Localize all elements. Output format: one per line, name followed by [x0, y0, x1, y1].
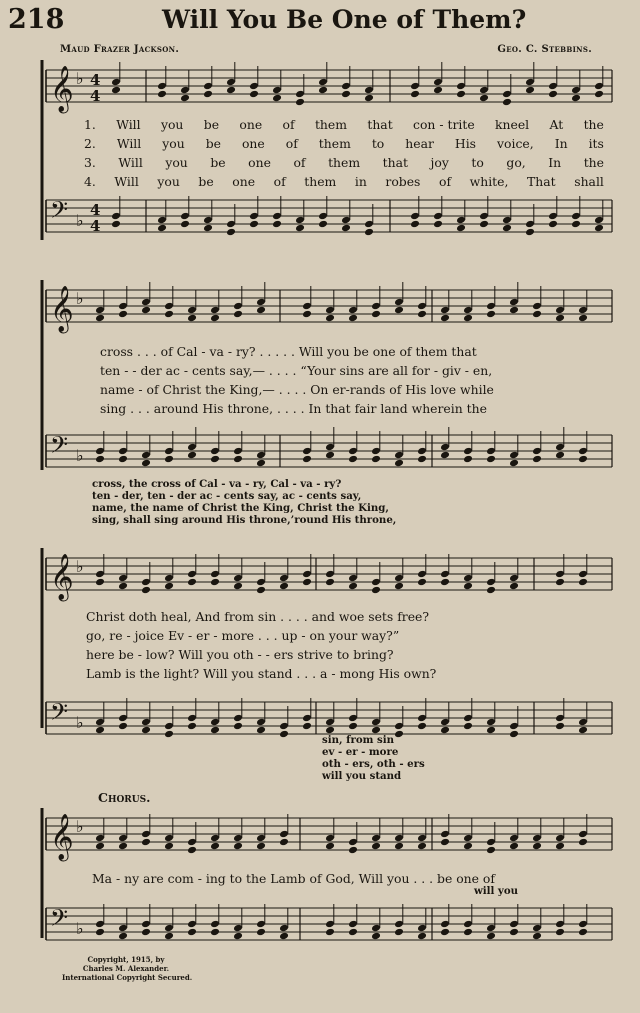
- verse-word: the: [583, 155, 604, 170]
- verse-word: be: [205, 136, 221, 151]
- verse-line: [84, 136, 604, 151]
- verse-word: them: [328, 155, 361, 170]
- treble-staff-system-3: [0, 548, 640, 608]
- bass-staff-system-2: [0, 425, 640, 485]
- svg-text:𝄢: 𝄢: [50, 698, 69, 731]
- verse-word: you: [160, 117, 184, 132]
- verse-line: [84, 155, 604, 170]
- bass-echo-line: ten - der, ten - der ac - cents say, ac - cents say,: [92, 490, 362, 502]
- bass-staff-system-3: [0, 692, 640, 752]
- verse-word: you: [165, 155, 188, 170]
- verse-word: one: [241, 136, 265, 151]
- verse-line: sing . . . around His throne, . . . . In that fair land wherein the: [100, 401, 487, 416]
- svg-text:♭: ♭: [76, 713, 84, 732]
- verse-word: in: [354, 174, 367, 189]
- hymn-title: Will You Be One of Them?: [162, 5, 527, 34]
- verse-number: 2.: [84, 136, 96, 151]
- verse-number: 1.: [84, 117, 96, 132]
- svg-text:𝄢: 𝄢: [50, 904, 69, 937]
- svg-text:𝄢: 𝄢: [50, 431, 69, 464]
- svg-text:♭: ♭: [76, 446, 84, 465]
- svg-text:4: 4: [90, 71, 101, 89]
- verse-word: shall: [574, 174, 604, 189]
- verse-line: ten - - der ac - cents say,— . . . . “Your sins are all for - giv - en,: [100, 363, 493, 378]
- verse-word: Will: [118, 155, 143, 170]
- verse-word: be: [198, 174, 214, 189]
- verse-line: [84, 174, 604, 189]
- bass-echo-line: oth - ers, oth - ers: [322, 758, 425, 770]
- verse-word: of: [439, 174, 452, 189]
- bass-echo-line: sing, shall sing around His throne,’round His throne,: [92, 514, 397, 526]
- chorus-label: Chorus.: [98, 790, 151, 805]
- verse-word: His: [454, 136, 477, 151]
- verse-word: go,: [506, 155, 526, 170]
- verse-line: Christ doth heal, And from sin . . . . and woe sets free?: [86, 609, 430, 624]
- treble-staff-system-2: [0, 280, 640, 340]
- verse-word: robes: [385, 174, 421, 189]
- verse-word: Will: [116, 117, 141, 132]
- verse-word: Will: [116, 136, 142, 151]
- svg-text:♭: ♭: [76, 557, 84, 576]
- bass-echo-line: name, the name of Christ the King, Christ the King,: [92, 502, 389, 514]
- verse-line: here be - low? Will you oth - - ers strive to bring?: [86, 647, 394, 662]
- bass-echo-line: will you: [474, 885, 519, 897]
- verse-number: 3.: [84, 155, 96, 170]
- treble-staff-chorus: [0, 808, 640, 868]
- chorus-words: Ma - ny are com - ing to the Lamb of God, Will you . . . be one of: [92, 871, 495, 886]
- verse-word: them: [318, 136, 351, 151]
- verse-word: to: [371, 136, 385, 151]
- composer-credit: Geo. C. Stebbins.: [497, 44, 592, 55]
- author-credit: Maud Frazer Jackson.: [60, 44, 180, 55]
- verse-word: At: [549, 117, 564, 132]
- svg-text:♭: ♭: [76, 289, 84, 308]
- svg-text:𝄞: 𝄞: [50, 554, 74, 600]
- verse-word: you: [162, 136, 185, 151]
- svg-text:♭: ♭: [76, 817, 84, 836]
- svg-text:𝄞: 𝄞: [50, 814, 74, 860]
- verse-line: name - of Christ the King,— . . . . On er-rands of His love while: [100, 382, 494, 397]
- verse-word: be: [210, 155, 226, 170]
- verse-line: cross . . . of Cal - va - ry? . . . . . Will you be one of them that: [100, 344, 477, 359]
- svg-text:4: 4: [90, 87, 101, 105]
- verse-word: its: [588, 136, 604, 151]
- svg-text:𝄞: 𝄞: [50, 66, 74, 112]
- bass-echo-line: sin, from sin: [322, 734, 394, 746]
- verse-word: In: [548, 155, 562, 170]
- bass-echo-line: ev - er - more: [322, 746, 399, 758]
- verse-word: con - trite: [413, 117, 475, 132]
- verse-word: kneel: [495, 117, 530, 132]
- bass-echo-line: cross, the cross of Cal - va - ry, Cal - va - ry?: [92, 478, 342, 490]
- verse-word: of: [293, 155, 306, 170]
- svg-text:♭: ♭: [76, 211, 84, 230]
- svg-text:𝄢: 𝄢: [50, 196, 69, 229]
- bass-echo-line: will you stand: [322, 770, 402, 782]
- copyright-notice: Copyright, 1915, by Charles M. Alexander. International Copyright Secured.: [62, 955, 193, 982]
- verse-word: of: [282, 117, 295, 132]
- svg-text:4: 4: [90, 217, 101, 235]
- verse-word: of: [273, 174, 286, 189]
- hymn-number: 218: [8, 4, 65, 35]
- verse-word: one: [232, 174, 256, 189]
- verse-word: one: [239, 117, 263, 132]
- verse-word: Will: [114, 174, 139, 189]
- svg-text:♭: ♭: [76, 69, 84, 88]
- verse-word: white,: [469, 174, 509, 189]
- bass-staff-chorus: [0, 898, 640, 958]
- verse-word: them: [304, 174, 337, 189]
- verse-word: them: [314, 117, 347, 132]
- verse-line: go, re - joice Ev - er - more . . . up - on your way?”: [86, 628, 400, 643]
- verse-word: be: [203, 117, 220, 132]
- verse-line: Lamb is the light? Will you stand . . . a - mong His own?: [86, 666, 437, 681]
- verse-word: to: [471, 155, 484, 170]
- verse-word: that: [382, 155, 408, 170]
- svg-text:4: 4: [90, 201, 101, 219]
- verse-line: [84, 117, 604, 132]
- svg-text:𝄞: 𝄞: [50, 286, 74, 332]
- verse-word: That: [527, 174, 556, 189]
- svg-text:♭: ♭: [76, 919, 84, 938]
- verse-word: you: [157, 174, 180, 189]
- verse-word: In: [554, 136, 568, 151]
- verse-word: of: [285, 136, 298, 151]
- verse-word: voice,: [497, 136, 534, 151]
- verse-word: hear: [405, 136, 434, 151]
- verse-word: joy: [430, 155, 449, 170]
- treble-staff-system-1: [0, 60, 640, 120]
- verse-word: that: [367, 117, 393, 132]
- verse-number: 4.: [84, 174, 96, 189]
- verse-word: one: [248, 155, 271, 170]
- verse-word: the: [583, 117, 604, 132]
- bass-staff-system-1: [0, 190, 640, 250]
